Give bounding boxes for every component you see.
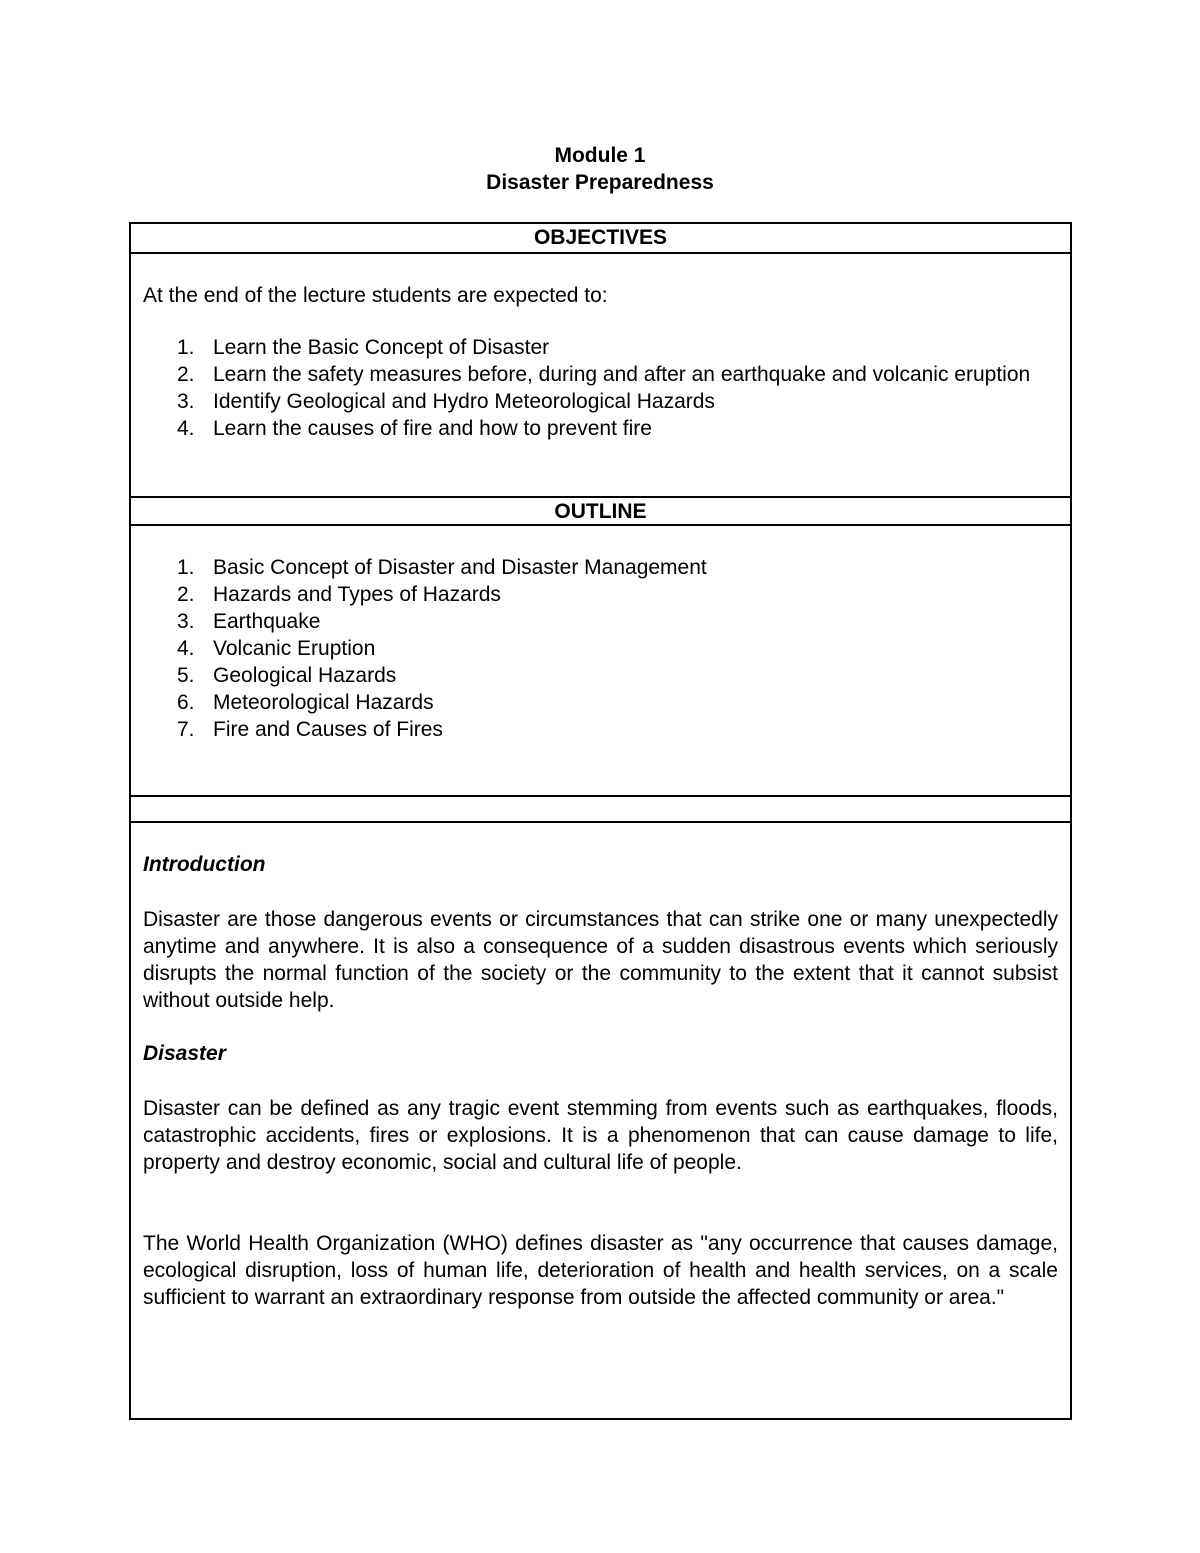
item-number: 7. <box>177 718 195 741</box>
item-text: Identify Geological and Hydro Meteorological Hazards <box>213 390 715 413</box>
list-item <box>143 415 1058 442</box>
item-number: 5. <box>177 664 195 687</box>
empty-row <box>131 795 1070 823</box>
item-number: 2. <box>177 583 195 606</box>
item-text: Geological Hazards <box>213 664 397 687</box>
outline-section <box>131 526 1070 795</box>
item-text: Hazards and Types of Hazards <box>213 583 501 606</box>
list-item <box>143 581 1058 608</box>
disaster-paragraph: Disaster can be defined as any tragic event stemming from events such as earthquakes, floods, catastrophic accidents, fires or explosions. It is a phenomenon that can cause damage to life, property and destroy economic, social and cultural life of people. <box>143 1097 1058 1174</box>
list-item <box>143 554 1058 581</box>
item-number: 4. <box>177 637 195 660</box>
module-table <box>129 222 1072 1420</box>
introduction-paragraph: Disaster are those dangerous events or circumstances that can strike one or many unexpectedly anytime and anywhere. It is also a consequence of a sudden disastrous events which seriously disrupts the normal function of the society or the community to the extent that it cannot subsist without outside help. <box>143 908 1058 1012</box>
item-text: Volcanic Eruption <box>213 637 376 660</box>
item-number: 1. <box>177 556 195 579</box>
document-title <box>0 142 1200 196</box>
list-item <box>143 608 1058 635</box>
body-section <box>131 823 1070 1418</box>
item-number: 2. <box>177 363 195 386</box>
objectives-header: OBJECTIVES <box>131 224 1070 254</box>
item-text: Meteorological Hazards <box>213 691 434 714</box>
item-text: Fire and Causes of Fires <box>213 718 443 741</box>
objectives-intro: At the end of the lecture students are expected to: <box>143 284 608 307</box>
introduction-heading: Introduction <box>143 853 266 876</box>
item-number: 3. <box>177 390 195 413</box>
outline-list <box>143 554 1058 743</box>
list-item <box>143 689 1058 716</box>
who-definition-paragraph: The World Health Organization (WHO) defines disaster as "any occurrence that causes damage, ecological disruption, loss of human life, deterioration of health and health services, on a scale sufficient to warrant an extraordinary response from outside the affected community or area." <box>143 1232 1058 1309</box>
item-text: Basic Concept of Disaster and Disaster Management <box>213 556 707 579</box>
list-item <box>143 635 1058 662</box>
item-number: 1. <box>177 336 195 359</box>
module-title: Disaster Preparedness <box>486 171 714 194</box>
disaster-heading: Disaster <box>143 1042 226 1065</box>
list-item <box>143 662 1058 689</box>
item-text: Learn the safety measures before, during and after an earthquake and volcanic eruption <box>213 363 1031 386</box>
item-number: 4. <box>177 417 195 440</box>
list-item <box>143 361 1058 388</box>
list-item <box>143 716 1058 743</box>
module-number: Module 1 <box>554 144 646 167</box>
objectives-section <box>131 254 1070 496</box>
item-text: Earthquake <box>213 610 321 633</box>
item-text: Learn the Basic Concept of Disaster <box>213 336 550 359</box>
item-number: 3. <box>177 610 195 633</box>
outline-header: OUTLINE <box>131 496 1070 526</box>
objectives-list <box>143 334 1058 442</box>
list-item <box>143 334 1058 361</box>
item-text: Learn the causes of fire and how to prevent fire <box>213 417 652 440</box>
item-number: 6. <box>177 691 195 714</box>
list-item <box>143 388 1058 415</box>
